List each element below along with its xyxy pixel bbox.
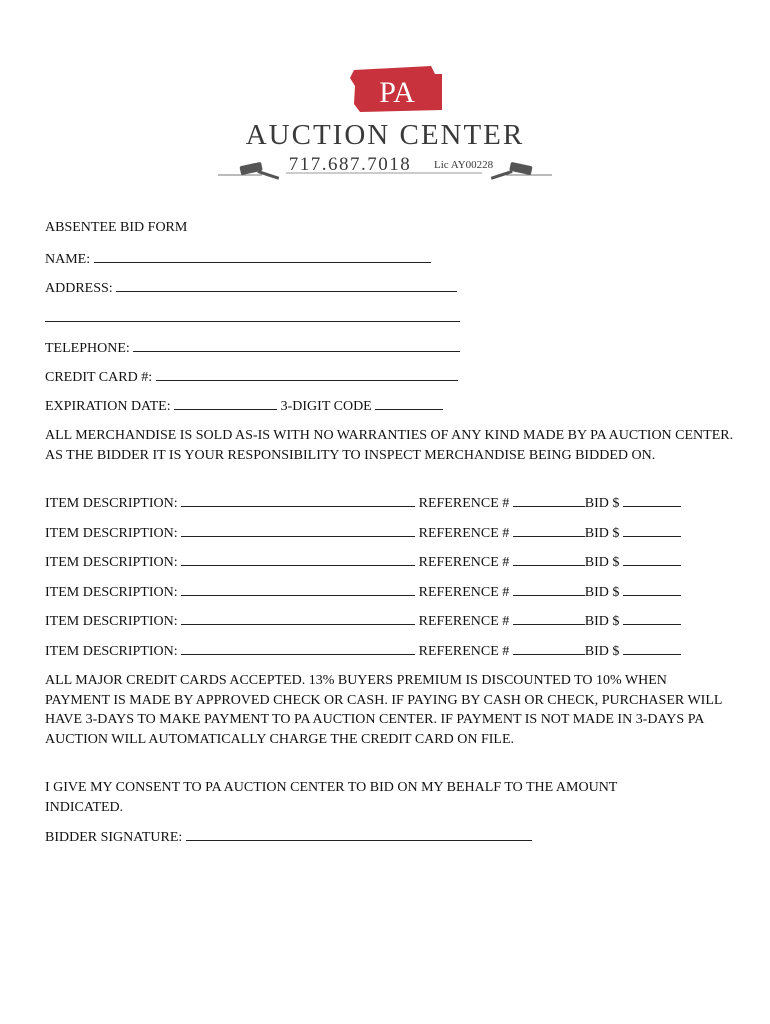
item-description-field[interactable] (181, 642, 415, 655)
logo-license: Lic AY00228 (434, 159, 494, 171)
bid-field[interactable] (623, 494, 681, 507)
item-row (45, 494, 681, 512)
item-description-field[interactable] (181, 583, 415, 596)
item-description-label: ITEM DESCRIPTION: (45, 496, 178, 511)
item-description-label: ITEM DESCRIPTION: (45, 614, 178, 629)
company-logo (218, 64, 552, 192)
credit-card-row (45, 368, 458, 386)
item-row (45, 642, 681, 660)
expiration-label: EXPIRATION DATE: (45, 399, 171, 414)
form-title: ABSENTEE BID FORM (45, 220, 188, 235)
item-row (45, 583, 681, 601)
logo-phone: 717.687.7018 (288, 154, 412, 175)
name-row (45, 250, 431, 268)
credit-card-label: CREDIT CARD #: (45, 370, 153, 385)
item-description-field[interactable] (181, 494, 415, 507)
bid-label: BID $ (584, 496, 620, 511)
code-field[interactable] (375, 397, 443, 410)
pa-badge-text: PA (379, 76, 415, 109)
reference-field[interactable] (513, 553, 585, 566)
address-field-line-2[interactable] (45, 309, 460, 322)
expiration-row (45, 397, 443, 415)
bid-label: BID $ (584, 644, 620, 659)
reference-label: REFERENCE # (418, 614, 510, 629)
item-row (45, 524, 681, 542)
signature-row (45, 828, 532, 846)
name-label: NAME: (45, 252, 91, 267)
item-description-field[interactable] (181, 553, 415, 566)
logo-name: AUCTION CENTER (245, 119, 525, 151)
gavel-left-icon (239, 162, 279, 180)
bid-field[interactable] (623, 612, 681, 625)
bid-label: BID $ (584, 555, 620, 570)
telephone-row (45, 339, 460, 357)
gavel-right-icon (491, 162, 533, 180)
code-label: 3-DIGIT CODE (280, 399, 372, 414)
bid-field[interactable] (623, 553, 681, 566)
bid-label: BID $ (584, 614, 620, 629)
reference-field[interactable] (513, 583, 585, 596)
item-description-label: ITEM DESCRIPTION: (45, 555, 178, 570)
address-label: ADDRESS: (45, 281, 113, 296)
reference-field[interactable] (513, 494, 585, 507)
bid-label: BID $ (584, 585, 620, 600)
signature-label: BIDDER SIGNATURE: (45, 830, 183, 845)
credit-card-field[interactable] (156, 368, 458, 381)
payment-terms-text: ALL MAJOR CREDIT CARDS ACCEPTED. 13% BUYERS PREMIUM IS DISCOUNTED TO 10% WHEN PAYMENT IS MADE BY APPROVED CHECK OR CASH. IF PAYING BY CASH OR CHECK, PURCHASER WILL HAVE 3-DAYS TO MAKE PAYMENT TO PA AUCTION CENTER. IF PAYMENT IS NOT MADE IN 3-DAYS PA AUCTION WILL AUTOMATICALLY CHARGE THE CREDIT CARD ON FILE. (45, 673, 722, 747)
expiration-field[interactable] (174, 397, 277, 410)
reference-label: REFERENCE # (418, 496, 510, 511)
disclaimer-text: ALL MERCHANDISE IS SOLD AS-IS WITH NO WARRANTIES OF ANY KIND MADE BY PA AUCTION CENTER. AS THE BIDDER IT IS YOUR RESPONSIBILITY TO INSPECT MERCHANDISE BEING BIDDED ON. (45, 428, 734, 463)
item-description-field[interactable] (181, 612, 415, 625)
bid-field[interactable] (623, 524, 681, 537)
address-field[interactable] (116, 279, 457, 292)
address-row-2 (45, 309, 460, 327)
address-row (45, 279, 457, 297)
name-field[interactable] (94, 250, 431, 263)
item-description-label: ITEM DESCRIPTION: (45, 644, 178, 659)
telephone-field[interactable] (133, 339, 460, 352)
bid-field[interactable] (623, 583, 681, 596)
reference-field[interactable] (513, 642, 585, 655)
item-description-field[interactable] (181, 524, 415, 537)
reference-label: REFERENCE # (418, 526, 510, 541)
bid-label: BID $ (584, 526, 620, 541)
reference-field[interactable] (513, 612, 585, 625)
signature-field[interactable] (186, 828, 532, 841)
reference-label: REFERENCE # (418, 644, 510, 659)
item-description-label: ITEM DESCRIPTION: (45, 585, 178, 600)
reference-label: REFERENCE # (418, 585, 510, 600)
consent-text: I GIVE MY CONSENT TO PA AUCTION CENTER TO BID ON MY BEHALF TO THE AMOUNT INDICATED. (45, 780, 618, 815)
telephone-label: TELEPHONE: (45, 341, 130, 356)
item-description-label: ITEM DESCRIPTION: (45, 526, 178, 541)
bid-field[interactable] (623, 642, 681, 655)
item-row (45, 553, 681, 571)
item-row (45, 612, 681, 630)
reference-field[interactable] (513, 524, 585, 537)
reference-label: REFERENCE # (418, 555, 510, 570)
